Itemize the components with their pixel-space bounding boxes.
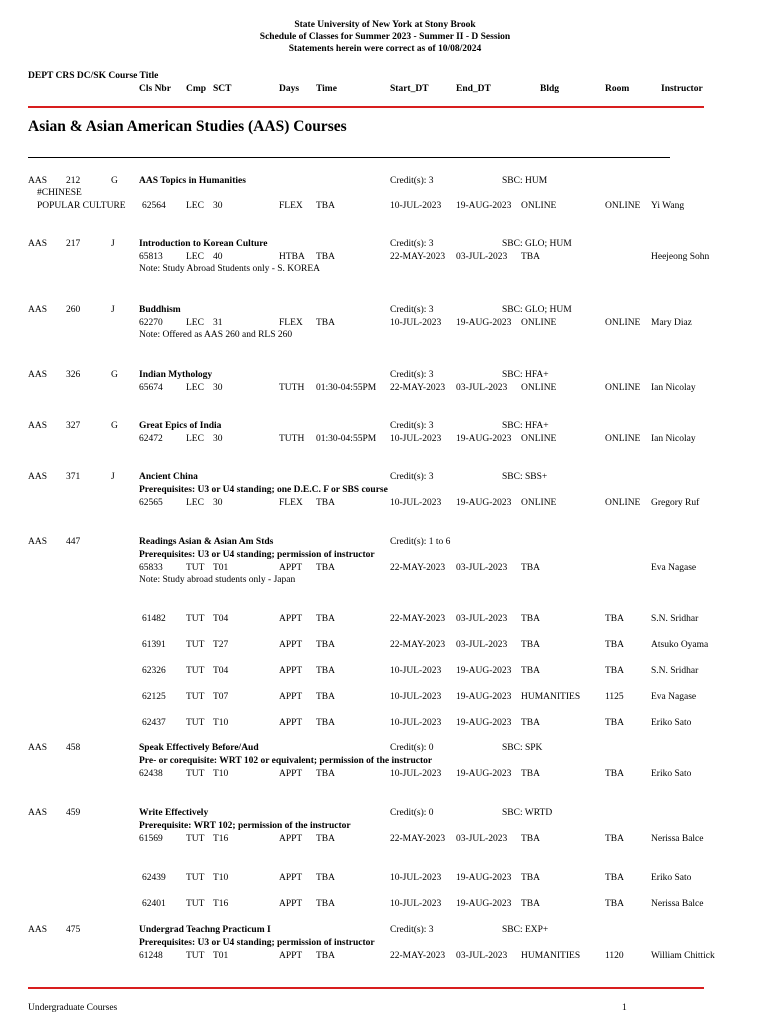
section-code: T10 xyxy=(213,873,229,883)
section-component: TUT xyxy=(186,873,205,883)
section-end-date: 19-AUG-2023 xyxy=(456,666,512,676)
course-prerequisite: Prerequisite: WRT 102; permission of the instructor xyxy=(139,821,351,831)
course-number: 371 xyxy=(66,472,81,482)
section-component: LEC xyxy=(186,434,204,444)
course-title: Ancient China xyxy=(139,472,198,482)
section-building: TBA xyxy=(521,563,540,573)
col-header-room: Room xyxy=(605,84,630,94)
section-building: TBA xyxy=(521,769,540,779)
section-instructor: Ian Nicolay xyxy=(651,434,696,444)
section-end-date: 19-AUG-2023 xyxy=(456,318,512,328)
section-class-number: 62326 xyxy=(142,666,166,676)
section-end-date: 03-JUL-2023 xyxy=(456,383,508,393)
section-building: ONLINE xyxy=(521,201,557,211)
course-credits: Credit(s): 3 xyxy=(390,370,434,380)
course-sbc: SBC: HUM xyxy=(502,176,548,186)
section-room: TBA xyxy=(605,769,624,779)
doc-subtitle: Schedule of Classes for Summer 2023 - Summer II - D Session xyxy=(259,32,511,42)
course-credits: Credit(s): 3 xyxy=(390,421,434,431)
section-end-date: 19-AUG-2023 xyxy=(456,718,512,728)
section-room: TBA xyxy=(605,614,624,624)
section-end-date: 03-JUL-2023 xyxy=(456,834,508,844)
course-dcsk: J xyxy=(111,239,115,249)
doc-statement: Statements herein were correct as of 10/08/2024 xyxy=(288,44,482,54)
section-class-number: 61569 xyxy=(139,834,163,844)
section-instructor: S.N. Sridhar xyxy=(651,666,699,676)
course-credits: Credit(s): 3 xyxy=(390,239,434,249)
course-title: Great Epics of India xyxy=(139,421,222,431)
course-number: 447 xyxy=(66,537,81,547)
section-room: TBA xyxy=(605,640,624,650)
course-prerequisite: Prerequisites: U3 or U4 standing; permission of instructor xyxy=(139,550,375,560)
section-days: APPT xyxy=(279,899,303,909)
section-instructor: Eriko Sato xyxy=(651,873,692,883)
section-code: T27 xyxy=(213,640,229,650)
course-number: 326 xyxy=(66,370,81,380)
section-building: TBA xyxy=(521,252,540,262)
course-title: Write Effectively xyxy=(139,808,209,818)
course-title: Buddhism xyxy=(139,305,181,315)
section-component: TUT xyxy=(186,951,205,961)
section-component: TUT xyxy=(186,563,205,573)
section-class-number: 62125 xyxy=(142,692,166,702)
section-days: TUTH xyxy=(279,434,305,444)
section-time: TBA xyxy=(316,692,335,702)
section-end-date: 03-JUL-2023 xyxy=(456,614,508,624)
section-component: TUT xyxy=(186,692,205,702)
col-header-cmp: Cmp xyxy=(186,84,207,94)
section-building: HUMANITIES xyxy=(521,692,581,702)
course-number: 459 xyxy=(66,808,81,818)
section-instructor: Heejeong Sohn xyxy=(651,252,710,262)
section-start-date: 22-MAY-2023 xyxy=(390,614,446,624)
section-class-number: 65833 xyxy=(139,563,163,573)
section-time: TBA xyxy=(316,252,335,262)
section-code: 31 xyxy=(213,318,223,328)
section-days: APPT xyxy=(279,834,303,844)
section-end-date: 03-JUL-2023 xyxy=(456,563,508,573)
section-start-date: 22-MAY-2023 xyxy=(390,834,446,844)
section-time: TBA xyxy=(316,718,335,728)
section-code: 30 xyxy=(213,383,223,393)
section-time: TBA xyxy=(316,201,335,211)
course-credits: Credit(s): 1 to 6 xyxy=(390,537,451,547)
course-dept: AAS xyxy=(28,370,48,380)
section-time: TBA xyxy=(316,318,335,328)
section-start-date: 10-JUL-2023 xyxy=(390,873,442,883)
section-class-number: 61391 xyxy=(142,640,166,650)
course-credits: Credit(s): 3 xyxy=(390,925,434,935)
section-days: APPT xyxy=(279,692,303,702)
section-start-date: 10-JUL-2023 xyxy=(390,692,442,702)
section-building: ONLINE xyxy=(521,498,557,508)
section-start-date: 10-JUL-2023 xyxy=(390,666,442,676)
section-time: TBA xyxy=(316,834,335,844)
section-code: 40 xyxy=(213,252,223,262)
section-instructor: Nerissa Balce xyxy=(651,899,704,909)
section-code: T10 xyxy=(213,718,229,728)
section-component: LEC xyxy=(186,252,204,262)
course-prerequisite: Pre- or corequisite: WRT 102 or equivalent; permission of the instructor xyxy=(139,756,433,766)
section-days: TUTH xyxy=(279,383,305,393)
header-divider xyxy=(28,106,704,108)
course-dept: AAS xyxy=(28,176,48,186)
course-extra-text: #CHINESE xyxy=(37,188,82,198)
section-instructor: Gregory Ruf xyxy=(651,498,700,508)
section-days: APPT xyxy=(279,718,303,728)
course-dcsk: G xyxy=(111,421,118,431)
course-dcsk: J xyxy=(111,305,115,315)
course-dept: AAS xyxy=(28,305,48,315)
section-start-date: 22-MAY-2023 xyxy=(390,951,446,961)
section-room: TBA xyxy=(605,873,624,883)
course-note: Note: Study Abroad Students only - S. KOREA xyxy=(139,264,321,274)
page-number: 1 xyxy=(622,1003,627,1013)
course-dept: AAS xyxy=(28,421,48,431)
section-time: TBA xyxy=(316,769,335,779)
section-building: TBA xyxy=(521,718,540,728)
section-start-date: 10-JUL-2023 xyxy=(390,718,442,728)
section-code: 30 xyxy=(213,201,223,211)
section-class-number: 61248 xyxy=(139,951,163,961)
section-days: APPT xyxy=(279,951,303,961)
section-instructor: Atsuko Oyama xyxy=(651,640,709,650)
section-time: 01:30-04:55PM xyxy=(316,434,377,444)
col-header-course: DEPT CRS DC/SK Course Title xyxy=(28,71,159,81)
section-end-date: 19-AUG-2023 xyxy=(456,434,512,444)
section-class-number: 61482 xyxy=(142,614,166,624)
section-days: APPT xyxy=(279,666,303,676)
section-class-number: 62564 xyxy=(142,201,166,211)
course-dcsk: G xyxy=(111,176,118,186)
course-note: Note: Offered as AAS 260 and RLS 260 xyxy=(139,330,293,340)
section-start-date: 10-JUL-2023 xyxy=(390,899,442,909)
course-title: AAS Topics in Humanities xyxy=(139,176,246,186)
col-header-sct: SCT xyxy=(213,84,232,94)
course-sbc: SBC: EXP+ xyxy=(502,925,549,935)
section-code: T04 xyxy=(213,666,229,676)
course-dept: AAS xyxy=(28,239,48,249)
course-sbc: SBC: SBS+ xyxy=(502,472,548,482)
section-room: 1120 xyxy=(605,951,624,961)
section-time: TBA xyxy=(316,873,335,883)
section-component: LEC xyxy=(186,383,204,393)
section-code: 30 xyxy=(213,434,223,444)
section-room: ONLINE xyxy=(605,318,641,328)
course-sbc: SBC: SPK xyxy=(502,743,543,753)
col-header-start: Start_DT xyxy=(390,84,429,94)
section-building: ONLINE xyxy=(521,434,557,444)
section-code: T01 xyxy=(213,563,229,573)
section-room: ONLINE xyxy=(605,498,641,508)
section-days: FLEX xyxy=(279,498,303,508)
course-sbc: SBC: GLO; HUM xyxy=(502,239,572,249)
course-dept: AAS xyxy=(28,472,48,482)
section-instructor: Eriko Sato xyxy=(651,718,692,728)
section-instructor: Eva Nagase xyxy=(651,692,697,702)
course-credits: Credit(s): 3 xyxy=(390,305,434,315)
section-component: TUT xyxy=(186,666,205,676)
doc-title: State University of New York at Stony Brook xyxy=(294,20,476,30)
section-instructor: Yi Wang xyxy=(651,201,685,211)
section-start-date: 10-JUL-2023 xyxy=(390,434,442,444)
section-class-number: 62439 xyxy=(142,873,166,883)
section-instructor: S.N. Sridhar xyxy=(651,614,699,624)
section-time: TBA xyxy=(316,951,335,961)
section-class-number: 62437 xyxy=(142,718,166,728)
section-days: HTBA xyxy=(279,252,305,262)
section-room: ONLINE xyxy=(605,383,641,393)
section-end-date: 03-JUL-2023 xyxy=(456,951,508,961)
section-class-number: 65674 xyxy=(139,383,163,393)
section-divider xyxy=(28,157,670,158)
col-header-days: Days xyxy=(279,84,300,94)
footer-label: Undergraduate Courses xyxy=(28,1003,118,1013)
section-end-date: 19-AUG-2023 xyxy=(456,498,512,508)
course-credits: Credit(s): 0 xyxy=(390,743,434,753)
section-start-date: 22-MAY-2023 xyxy=(390,252,446,262)
section-days: FLEX xyxy=(279,201,303,211)
section-end-date: 03-JUL-2023 xyxy=(456,252,508,262)
section-code: T10 xyxy=(213,769,229,779)
section-end-date: 19-AUG-2023 xyxy=(456,873,512,883)
section-component: TUT xyxy=(186,614,205,624)
section-time: TBA xyxy=(316,640,335,650)
section-time: TBA xyxy=(316,614,335,624)
section-class-number: 62565 xyxy=(139,498,163,508)
section-time: TBA xyxy=(316,899,335,909)
section-building: TBA xyxy=(521,899,540,909)
section-start-date: 10-JUL-2023 xyxy=(390,318,442,328)
section-start-date: 22-MAY-2023 xyxy=(390,563,446,573)
section-code: T01 xyxy=(213,951,229,961)
section-building: TBA xyxy=(521,640,540,650)
col-header-bldg: Bldg xyxy=(540,84,560,94)
section-instructor: Nerissa Balce xyxy=(651,834,704,844)
section-room: TBA xyxy=(605,666,624,676)
section-room: ONLINE xyxy=(605,434,641,444)
section-code: T07 xyxy=(213,692,229,702)
course-extra-text: POPULAR CULTURE xyxy=(37,201,126,211)
course-number: 217 xyxy=(66,239,81,249)
section-building: TBA xyxy=(521,614,540,624)
course-credits: Credit(s): 3 xyxy=(390,472,434,482)
section-code: 30 xyxy=(213,498,223,508)
section-start-date: 10-JUL-2023 xyxy=(390,498,442,508)
section-days: APPT xyxy=(279,873,303,883)
section-room: TBA xyxy=(605,718,624,728)
course-prerequisite: Prerequisites: U3 or U4 standing; one D.E.C. F or SBS course xyxy=(139,485,388,495)
course-dcsk: J xyxy=(111,472,115,482)
section-start-date: 10-JUL-2023 xyxy=(390,201,442,211)
section-time: TBA xyxy=(316,563,335,573)
section-start-date: 10-JUL-2023 xyxy=(390,769,442,779)
course-sbc: SBC: HFA+ xyxy=(502,370,549,380)
section-days: APPT xyxy=(279,769,303,779)
section-days: APPT xyxy=(279,614,303,624)
section-end-date: 19-AUG-2023 xyxy=(456,201,512,211)
section-instructor: Mary Diaz xyxy=(651,318,692,328)
course-number: 260 xyxy=(66,305,81,315)
section-class-number: 62401 xyxy=(142,899,166,909)
course-title: Undergrad Teachng Practicum I xyxy=(139,925,271,935)
section-time: TBA xyxy=(316,666,335,676)
section-class-number: 62270 xyxy=(139,318,163,328)
section-code: T16 xyxy=(213,899,229,909)
section-class-number: 65813 xyxy=(139,252,163,262)
section-start-date: 22-MAY-2023 xyxy=(390,383,446,393)
course-credits: Credit(s): 0 xyxy=(390,808,434,818)
section-time: 01:30-04:55PM xyxy=(316,383,377,393)
section-days: FLEX xyxy=(279,318,303,328)
course-dcsk: G xyxy=(111,370,118,380)
section-component: TUT xyxy=(186,640,205,650)
course-dept: AAS xyxy=(28,808,48,818)
section-instructor: William Chittick xyxy=(651,951,715,961)
section-instructor: Eva Nagase xyxy=(651,563,697,573)
course-number: 475 xyxy=(66,925,81,935)
course-sbc: SBC: HFA+ xyxy=(502,421,549,431)
section-days: APPT xyxy=(279,640,303,650)
section-component: TUT xyxy=(186,718,205,728)
section-instructor: Ian Nicolay xyxy=(651,383,696,393)
course-number: 458 xyxy=(66,743,81,753)
section-room: TBA xyxy=(605,834,624,844)
course-title: Indian Mythology xyxy=(139,370,213,380)
course-sbc: SBC: GLO; HUM xyxy=(502,305,572,315)
section-building: TBA xyxy=(521,873,540,883)
section-building: TBA xyxy=(521,666,540,676)
section-component: TUT xyxy=(186,769,205,779)
course-title: Speak Effectively Before/Aud xyxy=(139,743,259,753)
section-start-date: 22-MAY-2023 xyxy=(390,640,446,650)
section-end-date: 19-AUG-2023 xyxy=(456,769,512,779)
section-building: ONLINE xyxy=(521,318,557,328)
section-component: LEC xyxy=(186,318,204,328)
course-title: Introduction to Korean Culture xyxy=(139,239,268,249)
course-credits: Credit(s): 3 xyxy=(390,176,434,186)
section-building: HUMANITIES xyxy=(521,951,581,961)
course-note: Note: Study abroad students only - Japan xyxy=(139,575,296,585)
course-dept: AAS xyxy=(28,743,48,753)
col-header-instructor: Instructor xyxy=(661,84,703,94)
section-end-date: 03-JUL-2023 xyxy=(456,640,508,650)
section-class-number: 62472 xyxy=(139,434,163,444)
section-code: T16 xyxy=(213,834,229,844)
section-time: TBA xyxy=(316,498,335,508)
section-building: ONLINE xyxy=(521,383,557,393)
section-code: T04 xyxy=(213,614,229,624)
section-building: TBA xyxy=(521,834,540,844)
course-sbc: SBC: WRTD xyxy=(502,808,553,818)
course-number: 212 xyxy=(66,176,81,186)
section-end-date: 19-AUG-2023 xyxy=(456,899,512,909)
section-room: TBA xyxy=(605,899,624,909)
section-room: 1125 xyxy=(605,692,624,702)
section-instructor: Eriko Sato xyxy=(651,769,692,779)
section-end-date: 19-AUG-2023 xyxy=(456,692,512,702)
course-dept: AAS xyxy=(28,925,48,935)
course-prerequisite: Prerequisites: U3 or U4 standing; permission of instructor xyxy=(139,938,375,948)
section-days: APPT xyxy=(279,563,303,573)
section-title: Asian & Asian American Studies (AAS) Courses xyxy=(28,118,347,135)
section-class-number: 62438 xyxy=(139,769,163,779)
course-dept: AAS xyxy=(28,537,48,547)
course-title: Readings Asian & Asian Am Stds xyxy=(139,537,274,547)
section-component: TUT xyxy=(186,899,205,909)
col-header-end: End_DT xyxy=(456,84,491,94)
section-room: ONLINE xyxy=(605,201,641,211)
footer-divider xyxy=(28,987,704,989)
col-header-clsnbr: Cls Nbr xyxy=(139,84,171,94)
section-component: LEC xyxy=(186,498,204,508)
col-header-time: Time xyxy=(316,84,337,94)
course-number: 327 xyxy=(66,421,81,431)
section-component: TUT xyxy=(186,834,205,844)
section-component: LEC xyxy=(186,201,204,211)
